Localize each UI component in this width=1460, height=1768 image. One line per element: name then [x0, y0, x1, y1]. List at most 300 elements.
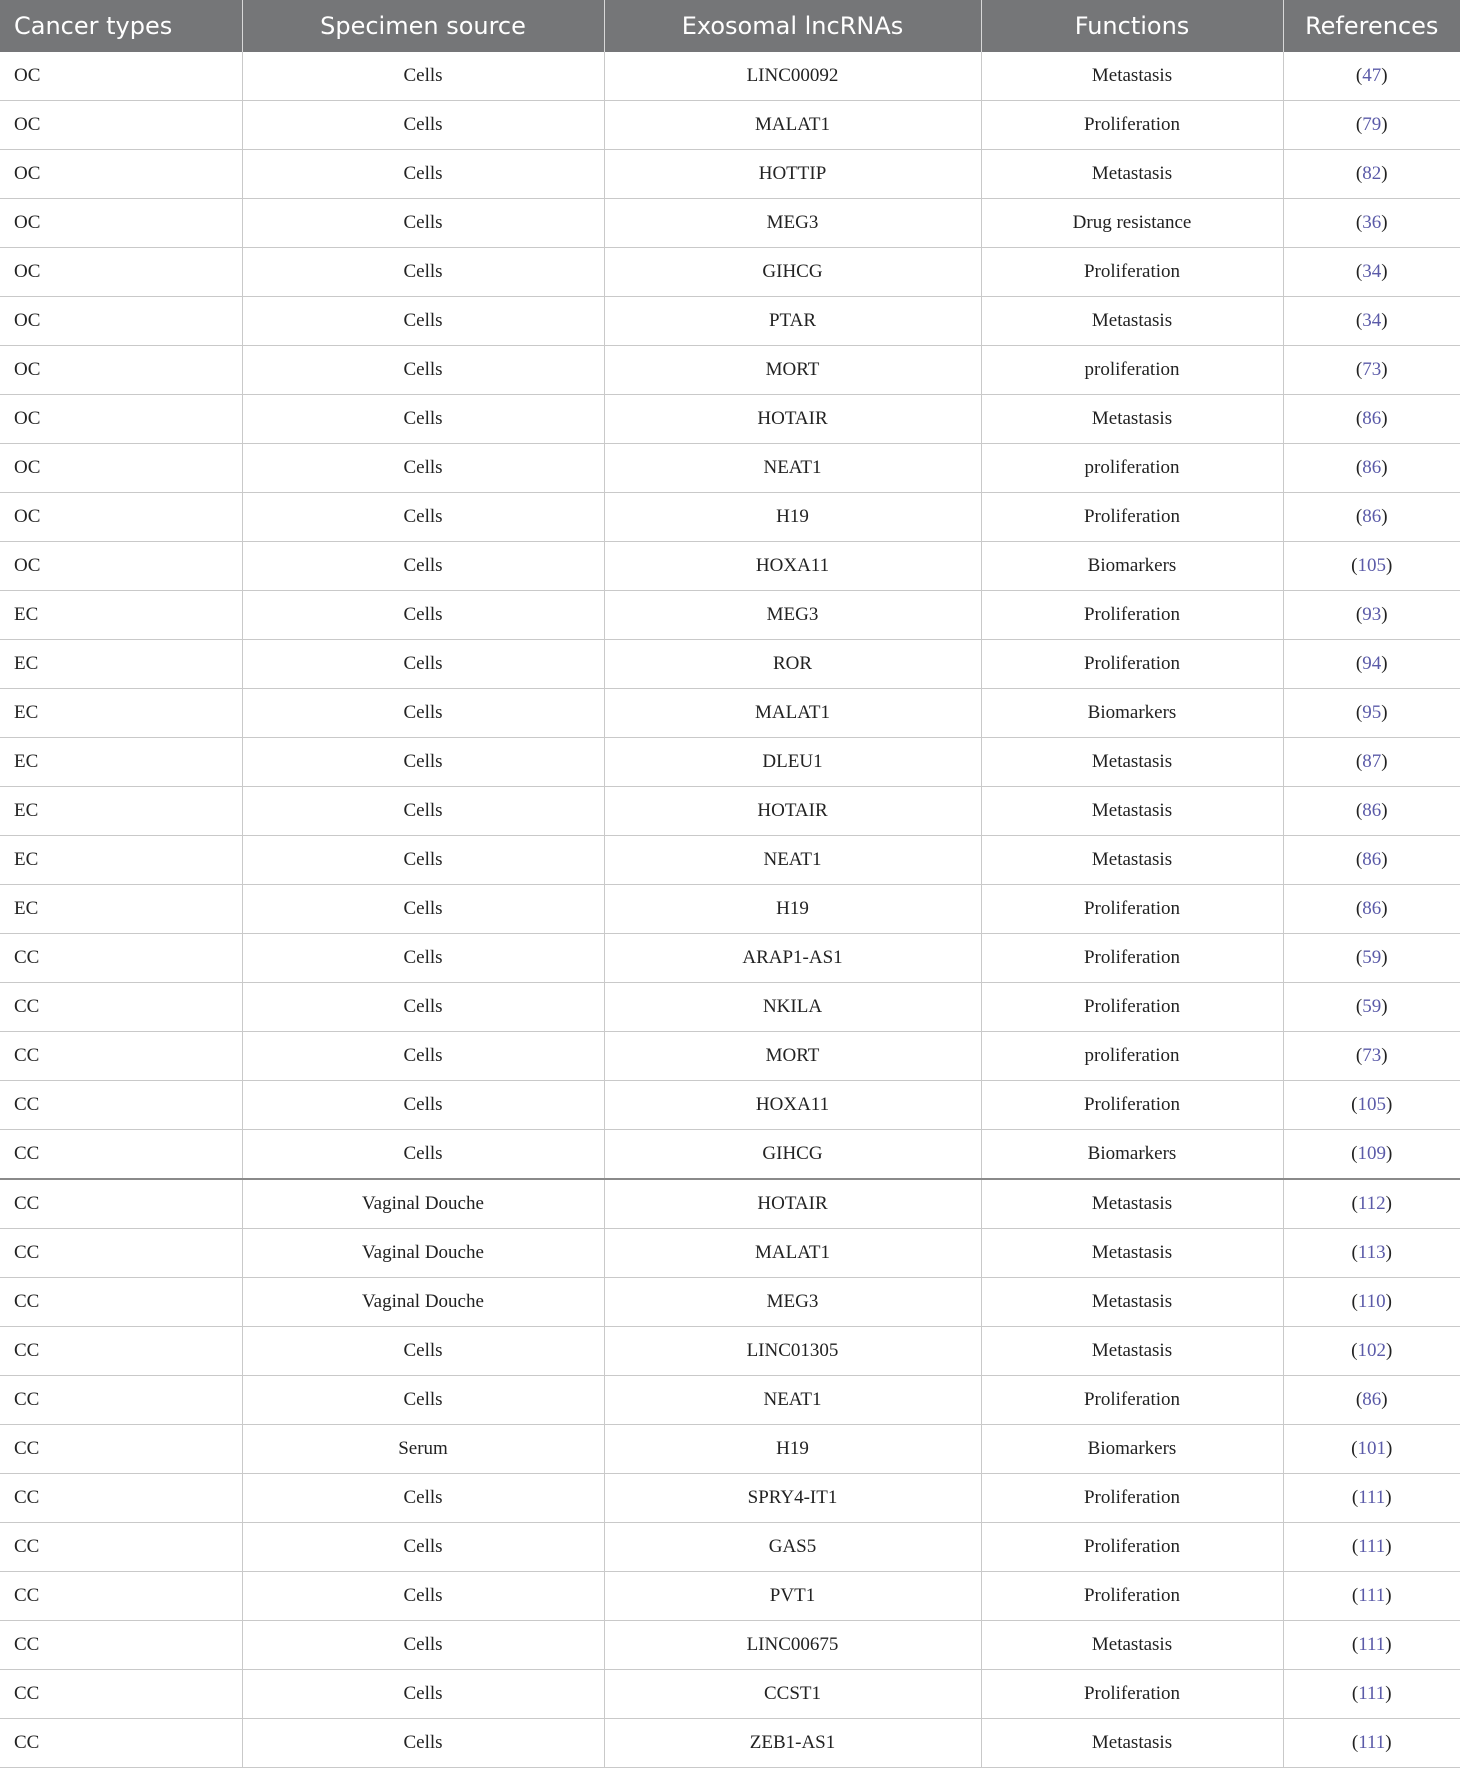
ref-open-paren: ( [1355, 702, 1363, 723]
reference-cell [1283, 1032, 1460, 1081]
cancer-type-cell: CC [0, 934, 242, 983]
function-cell: Proliferation [981, 248, 1283, 297]
reference-cell [1283, 1327, 1460, 1376]
table-row [0, 297, 1460, 346]
specimen-source-cell: Cells [242, 493, 604, 542]
ref-open-paren: ( [1351, 1291, 1358, 1312]
table-row [0, 248, 1460, 297]
reference-link[interactable]: 110 [1357, 1291, 1386, 1312]
ref-close-paren: ) [1381, 114, 1388, 135]
reference-cell [1283, 493, 1460, 542]
ref-open-paren: ( [1351, 1094, 1358, 1115]
cancer-type-cell: EC [0, 787, 242, 836]
reference-link[interactable]: 79 [1362, 114, 1382, 135]
cancer-type-cell: OC [0, 101, 242, 150]
cancer-type-cell: CC [0, 1670, 242, 1719]
lncrna-cell: CCST1 [604, 1670, 981, 1719]
ref-close-paren: ) [1381, 212, 1388, 233]
lncrna-cell: MEG3 [604, 199, 981, 248]
function-cell: proliferation [981, 444, 1283, 493]
lncrna-cell: MALAT1 [604, 689, 981, 738]
function-cell: proliferation [981, 1032, 1283, 1081]
ref-open-paren: ( [1351, 1143, 1358, 1164]
specimen-source-cell: Cells [242, 591, 604, 640]
function-cell: Metastasis [981, 1327, 1283, 1376]
ref-close-paren: ) [1381, 849, 1388, 870]
table-row [0, 1229, 1460, 1278]
cancer-type-cell: CC [0, 1572, 242, 1621]
reference-link[interactable]: 113 [1357, 1242, 1386, 1263]
table-row [0, 640, 1460, 689]
reference-cell [1283, 346, 1460, 395]
reference-link[interactable]: 47 [1362, 65, 1382, 86]
reference-cell [1283, 1523, 1460, 1572]
reference-link[interactable]: 86 [1362, 408, 1382, 429]
cancer-type-cell: CC [0, 1229, 242, 1278]
table-row [0, 199, 1460, 248]
lncrna-cell: MEG3 [604, 591, 981, 640]
ref-open-paren: ( [1355, 996, 1363, 1017]
table-row [0, 52, 1460, 101]
reference-link[interactable]: 73 [1362, 1045, 1382, 1066]
specimen-source-cell: Cells [242, 1081, 604, 1130]
ref-close-paren: ) [1381, 1045, 1388, 1066]
reference-link[interactable]: 111 [1358, 1487, 1386, 1508]
cancer-type-cell: OC [0, 346, 242, 395]
ref-open-paren: ( [1355, 163, 1363, 184]
column-header-specimen-source: Specimen source [242, 0, 604, 52]
lncrna-cell: PVT1 [604, 1572, 981, 1621]
lncrna-cell: GIHCG [604, 1130, 981, 1180]
lncrna-cell: MORT [604, 1032, 981, 1081]
function-cell: Metastasis [981, 1621, 1283, 1670]
function-cell: Biomarkers [981, 542, 1283, 591]
table-row [0, 1670, 1460, 1719]
reference-cell [1283, 1621, 1460, 1670]
reference-link[interactable]: 111 [1358, 1683, 1386, 1704]
ref-close-paren: ) [1381, 751, 1388, 772]
lncrna-cell: NEAT1 [604, 1376, 981, 1425]
specimen-source-cell: Cells [242, 885, 604, 934]
lncrna-cell: MORT [604, 346, 981, 395]
ref-close-paren: ) [1381, 947, 1388, 968]
function-cell: Biomarkers [981, 1425, 1283, 1474]
reference-link[interactable]: 111 [1358, 1585, 1386, 1606]
table-row [0, 150, 1460, 199]
ref-open-paren: ( [1351, 1242, 1358, 1263]
reference-link[interactable]: 105 [1357, 555, 1386, 576]
ref-open-paren: ( [1355, 506, 1363, 527]
reference-link[interactable]: 94 [1362, 653, 1382, 674]
ref-close-paren: ) [1381, 653, 1388, 674]
table-row [0, 787, 1460, 836]
ref-close-paren: ) [1381, 163, 1388, 184]
ref-close-paren: ) [1381, 261, 1388, 282]
reference-cell [1283, 983, 1460, 1032]
reference-link[interactable]: 111 [1358, 1536, 1386, 1557]
specimen-source-cell: Vaginal Douche [242, 1179, 604, 1229]
specimen-source-cell: Cells [242, 934, 604, 983]
ref-close-paren: ) [1381, 506, 1388, 527]
reference-link[interactable]: 102 [1357, 1340, 1386, 1361]
cancer-type-cell: CC [0, 1376, 242, 1425]
lncrna-cell: LINC00675 [604, 1621, 981, 1670]
reference-link[interactable]: 95 [1362, 702, 1382, 723]
ref-close-paren: ) [1385, 1193, 1392, 1214]
reference-cell [1283, 689, 1460, 738]
lncrna-cell: ROR [604, 640, 981, 689]
lncrna-cell: NKILA [604, 983, 981, 1032]
reference-cell [1283, 738, 1460, 787]
function-cell: Metastasis [981, 297, 1283, 346]
specimen-source-cell: Cells [242, 983, 604, 1032]
specimen-source-cell: Cells [242, 150, 604, 199]
reference-link[interactable]: 73 [1362, 359, 1382, 380]
function-cell: Proliferation [981, 1474, 1283, 1523]
reference-link[interactable]: 111 [1358, 1732, 1386, 1753]
function-cell: Proliferation [981, 640, 1283, 689]
ref-open-paren: ( [1351, 1536, 1359, 1557]
ref-close-paren: ) [1386, 1094, 1393, 1115]
reference-cell [1283, 787, 1460, 836]
cancer-type-cell: EC [0, 836, 242, 885]
reference-cell [1283, 1474, 1460, 1523]
table-header [0, 0, 1460, 52]
reference-link[interactable]: 82 [1362, 163, 1382, 184]
reference-link[interactable]: 86 [1362, 457, 1382, 478]
table-row [0, 738, 1460, 787]
table-row [0, 1621, 1460, 1670]
specimen-source-cell: Cells [242, 346, 604, 395]
table-row [0, 444, 1460, 493]
function-cell: Drug resistance [981, 199, 1283, 248]
table-row [0, 1278, 1460, 1327]
reference-cell [1283, 248, 1460, 297]
reference-cell [1283, 640, 1460, 689]
cancer-type-cell: CC [0, 1327, 242, 1376]
reference-cell [1283, 836, 1460, 885]
cancer-type-cell: OC [0, 297, 242, 346]
lncrna-cell: NEAT1 [604, 444, 981, 493]
specimen-source-cell: Cells [242, 640, 604, 689]
reference-link[interactable]: 109 [1357, 1143, 1386, 1164]
lncrna-cell: LINC00092 [604, 52, 981, 101]
cancer-type-cell: EC [0, 738, 242, 787]
ref-close-paren: ) [1385, 1585, 1392, 1606]
ref-open-paren: ( [1351, 1438, 1358, 1459]
ref-close-paren: ) [1386, 1143, 1393, 1164]
lncrna-cell: MEG3 [604, 1278, 981, 1327]
ref-open-paren: ( [1355, 261, 1363, 282]
function-cell: Metastasis [981, 52, 1283, 101]
cancer-type-cell: CC [0, 1621, 242, 1670]
cancer-type-cell: OC [0, 542, 242, 591]
ref-open-paren: ( [1355, 457, 1363, 478]
specimen-source-cell: Cells [242, 738, 604, 787]
cancer-type-cell: OC [0, 395, 242, 444]
function-cell: Metastasis [981, 787, 1283, 836]
lncrna-cell: HOTAIR [604, 787, 981, 836]
specimen-source-cell: Cells [242, 248, 604, 297]
ref-close-paren: ) [1385, 1291, 1392, 1312]
reference-link[interactable]: 101 [1357, 1438, 1386, 1459]
function-cell: Proliferation [981, 1376, 1283, 1425]
ref-close-paren: ) [1386, 1340, 1393, 1361]
specimen-source-cell: Cells [242, 836, 604, 885]
reference-cell [1283, 1130, 1460, 1180]
specimen-source-cell: Vaginal Douche [242, 1278, 604, 1327]
column-header-cancer-types: Cancer types [0, 0, 242, 52]
ref-close-paren: ) [1385, 1536, 1392, 1557]
lncrna-cell: H19 [604, 885, 981, 934]
reference-link[interactable]: 59 [1362, 947, 1382, 968]
function-cell: Metastasis [981, 1719, 1283, 1768]
ref-open-paren: ( [1355, 1045, 1363, 1066]
specimen-source-cell: Cells [242, 689, 604, 738]
reference-cell [1283, 934, 1460, 983]
table-row [0, 689, 1460, 738]
specimen-source-cell: Cells [242, 1032, 604, 1081]
ref-close-paren: ) [1385, 1732, 1392, 1753]
specimen-source-cell: Cells [242, 787, 604, 836]
ref-close-paren: ) [1381, 1389, 1388, 1410]
reference-cell [1283, 150, 1460, 199]
table-row [0, 1425, 1460, 1474]
specimen-source-cell: Cells [242, 1523, 604, 1572]
function-cell: Metastasis [981, 1229, 1283, 1278]
cancer-type-cell: OC [0, 52, 242, 101]
function-cell: Proliferation [981, 1572, 1283, 1621]
ref-close-paren: ) [1385, 1634, 1392, 1655]
reference-link[interactable]: 87 [1362, 751, 1382, 772]
ref-open-paren: ( [1351, 1340, 1358, 1361]
reference-link[interactable]: 34 [1362, 310, 1382, 331]
reference-link[interactable]: 86 [1362, 506, 1382, 527]
lncrna-cell: ZEB1-AS1 [604, 1719, 981, 1768]
ref-close-paren: ) [1381, 457, 1388, 478]
reference-link[interactable]: 86 [1362, 800, 1382, 821]
reference-link[interactable]: 86 [1362, 1389, 1382, 1410]
ref-open-paren: ( [1351, 1487, 1359, 1508]
ref-open-paren: ( [1355, 65, 1363, 86]
ref-open-paren: ( [1355, 849, 1363, 870]
lncrna-cell: LINC01305 [604, 1327, 981, 1376]
lncrna-cell: H19 [604, 1425, 981, 1474]
table-row [0, 983, 1460, 1032]
function-cell: Proliferation [981, 493, 1283, 542]
lncrna-cell: HOXA11 [604, 1081, 981, 1130]
function-cell: Proliferation [981, 983, 1283, 1032]
table-row [0, 101, 1460, 150]
cancer-type-cell: CC [0, 1719, 242, 1768]
reference-cell [1283, 1425, 1460, 1474]
reference-link[interactable]: 105 [1357, 1094, 1386, 1115]
reference-link[interactable]: 59 [1362, 996, 1382, 1017]
lncrna-cell: NEAT1 [604, 836, 981, 885]
ref-open-paren: ( [1351, 1634, 1359, 1655]
reference-cell [1283, 1179, 1460, 1229]
cancer-type-cell: CC [0, 1130, 242, 1180]
column-header-functions: Functions [981, 0, 1283, 52]
lncrna-cell: HOTTIP [604, 150, 981, 199]
function-cell: Proliferation [981, 101, 1283, 150]
reference-cell [1283, 542, 1460, 591]
function-cell: Biomarkers [981, 1130, 1283, 1180]
ref-open-paren: ( [1355, 751, 1363, 772]
ref-close-paren: ) [1385, 1487, 1392, 1508]
ref-open-paren: ( [1351, 1683, 1359, 1704]
function-cell: Biomarkers [981, 689, 1283, 738]
table-row [0, 542, 1460, 591]
lncrna-cell: HOXA11 [604, 542, 981, 591]
table-row [0, 493, 1460, 542]
lncrna-cell: GAS5 [604, 1523, 981, 1572]
cancer-type-cell: EC [0, 591, 242, 640]
specimen-source-cell: Cells [242, 1572, 604, 1621]
function-cell: Proliferation [981, 934, 1283, 983]
ref-close-paren: ) [1386, 1438, 1393, 1459]
cancer-type-cell: CC [0, 1032, 242, 1081]
function-cell: Metastasis [981, 150, 1283, 199]
ref-open-paren: ( [1355, 653, 1363, 674]
specimen-source-cell: Cells [242, 1670, 604, 1719]
specimen-source-cell: Serum [242, 1425, 604, 1474]
ref-close-paren: ) [1385, 1683, 1392, 1704]
cancer-type-cell: EC [0, 640, 242, 689]
ref-close-paren: ) [1381, 408, 1388, 429]
specimen-source-cell: Cells [242, 1327, 604, 1376]
cancer-type-cell: CC [0, 1523, 242, 1572]
lncrna-cell: HOTAIR [604, 1179, 981, 1229]
reference-cell [1283, 1376, 1460, 1425]
ref-open-paren: ( [1355, 359, 1363, 380]
cancer-type-cell: CC [0, 1179, 242, 1229]
ref-close-paren: ) [1381, 604, 1388, 625]
table-row [0, 346, 1460, 395]
reference-cell [1283, 1278, 1460, 1327]
specimen-source-cell: Cells [242, 542, 604, 591]
specimen-source-cell: Cells [242, 395, 604, 444]
table-row [0, 1179, 1460, 1229]
specimen-source-cell: Cells [242, 1376, 604, 1425]
ref-open-paren: ( [1355, 898, 1363, 919]
ref-close-paren: ) [1381, 310, 1388, 331]
cancer-type-cell: OC [0, 199, 242, 248]
column-header-references: References [1283, 0, 1460, 52]
reference-link[interactable]: 34 [1362, 261, 1382, 282]
function-cell: Metastasis [981, 738, 1283, 787]
reference-cell [1283, 1081, 1460, 1130]
reference-cell [1283, 395, 1460, 444]
ref-open-paren: ( [1351, 1732, 1359, 1753]
function-cell: Metastasis [981, 1278, 1283, 1327]
function-cell: Metastasis [981, 395, 1283, 444]
ref-open-paren: ( [1355, 212, 1363, 233]
lncrna-cell: GIHCG [604, 248, 981, 297]
ref-close-paren: ) [1385, 1242, 1392, 1263]
specimen-source-cell: Cells [242, 199, 604, 248]
table-row [0, 395, 1460, 444]
lncrna-cell: PTAR [604, 297, 981, 346]
reference-cell [1283, 444, 1460, 493]
table-row [0, 1376, 1460, 1425]
reference-cell [1283, 101, 1460, 150]
ref-open-paren: ( [1355, 114, 1363, 135]
reference-cell [1283, 885, 1460, 934]
table-row [0, 1474, 1460, 1523]
specimen-source-cell: Vaginal Douche [242, 1229, 604, 1278]
cancer-type-cell: OC [0, 444, 242, 493]
reference-cell [1283, 52, 1460, 101]
specimen-source-cell: Cells [242, 52, 604, 101]
reference-cell [1283, 199, 1460, 248]
ref-close-paren: ) [1381, 702, 1388, 723]
function-cell: Proliferation [981, 1523, 1283, 1572]
function-cell: proliferation [981, 346, 1283, 395]
lncrna-cell: HOTAIR [604, 395, 981, 444]
table-row [0, 1130, 1460, 1180]
reference-link[interactable]: 86 [1362, 849, 1382, 870]
lncrna-cell: DLEU1 [604, 738, 981, 787]
specimen-source-cell: Cells [242, 1719, 604, 1768]
reference-cell [1283, 1719, 1460, 1768]
ref-close-paren: ) [1381, 996, 1388, 1017]
reference-link[interactable]: 93 [1362, 604, 1382, 625]
reference-cell [1283, 591, 1460, 640]
ref-close-paren: ) [1381, 65, 1388, 86]
reference-link[interactable]: 112 [1357, 1193, 1386, 1214]
cancer-type-cell: CC [0, 1278, 242, 1327]
specimen-source-cell: Cells [242, 1474, 604, 1523]
table-body [0, 52, 1460, 1768]
ref-close-paren: ) [1386, 555, 1393, 576]
reference-link[interactable]: 36 [1362, 212, 1382, 233]
ref-close-paren: ) [1381, 898, 1388, 919]
lncrna-cell: MALAT1 [604, 101, 981, 150]
reference-link[interactable]: 111 [1358, 1634, 1386, 1655]
cancer-type-cell: OC [0, 248, 242, 297]
specimen-source-cell: Cells [242, 297, 604, 346]
ref-open-paren: ( [1351, 555, 1358, 576]
table-row [0, 591, 1460, 640]
table-row [0, 1327, 1460, 1376]
function-cell: Proliferation [981, 1670, 1283, 1719]
ref-open-paren: ( [1355, 800, 1363, 821]
cancer-type-cell: CC [0, 1474, 242, 1523]
ref-open-paren: ( [1351, 1585, 1359, 1606]
lncrna-cell: SPRY4-IT1 [604, 1474, 981, 1523]
lncrna-cell: MALAT1 [604, 1229, 981, 1278]
reference-cell [1283, 1670, 1460, 1719]
table-row [0, 934, 1460, 983]
table-row [0, 885, 1460, 934]
table-row [0, 1523, 1460, 1572]
cancer-type-cell: CC [0, 983, 242, 1032]
reference-link[interactable]: 86 [1362, 898, 1382, 919]
table-row [0, 836, 1460, 885]
cancer-type-cell: EC [0, 689, 242, 738]
cancer-type-cell: OC [0, 150, 242, 199]
specimen-source-cell: Cells [242, 444, 604, 493]
ref-open-paren: ( [1355, 408, 1363, 429]
table-row [0, 1572, 1460, 1621]
column-header-exosomal-lncrnas: Exosomal lncRNAs [604, 0, 981, 52]
table-row [0, 1719, 1460, 1768]
specimen-source-cell: Cells [242, 1621, 604, 1670]
cancer-type-cell: OC [0, 493, 242, 542]
table-row [0, 1081, 1460, 1130]
ref-open-paren: ( [1355, 1389, 1363, 1410]
